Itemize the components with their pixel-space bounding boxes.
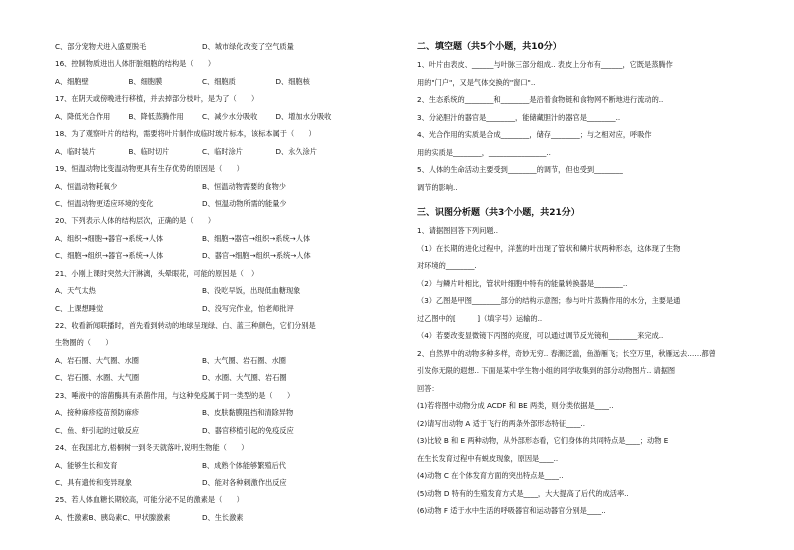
option-text: A、恒温动物耗氧少 xyxy=(55,181,118,191)
option-text: B、没吃早饭，出现低血糖现象 xyxy=(202,286,301,296)
right-column xyxy=(417,38,757,520)
option-row xyxy=(55,422,385,439)
option-row xyxy=(55,282,385,299)
question-line: 19、恒温动物比变温动物更具有生存优势的原因是（ ） xyxy=(55,164,244,174)
option-row xyxy=(55,247,385,264)
question-line: (4)动物 C 在个体发育方面的突出特点是____.. xyxy=(417,471,564,480)
question-line: （2）与鳞片叶相比，管状叶细胞中特有的能量转换器是________.. xyxy=(417,278,628,288)
option-text: A、降低光合作用 xyxy=(55,111,111,121)
option-text: D、城市绿化改变了空气质量 xyxy=(202,42,294,51)
option-row xyxy=(55,73,385,90)
option-text: D、没写完作业，怕老师批评 xyxy=(202,303,294,313)
section-title: 二、填空题（共5个小题，共10分） xyxy=(417,42,562,52)
option-text: B、恒温动物需要的食物少 xyxy=(202,181,286,191)
question-line: 24、在我国北方,梧桐树一到冬天就落叶,说明生物能（ ） xyxy=(55,443,249,453)
question-line: （4）若要改变显微镜下丙图的亮度，可以通过调节反光镜和________来完成.. xyxy=(417,331,664,340)
question-line: 20、下列表示人体的结构层次，正确的是（ ） xyxy=(55,216,216,226)
option-text: D、恒温动物所需的能量少 xyxy=(202,198,287,208)
option-row xyxy=(55,230,385,247)
option-text: C、部分宠物犬进入盛夏脱毛 xyxy=(55,42,147,51)
question-line: (6)动物 F 适于水中生活的呼吸器官和运动器官分别是____.. xyxy=(417,506,606,515)
option-text: A、性激素B、胰岛素C、甲状腺激素 xyxy=(55,512,171,522)
option-text: B、成熟个体能够繁殖后代 xyxy=(202,460,286,470)
question-line: 5、人体的生命活动主要受到________的调节，但也受到________ xyxy=(417,165,623,174)
option-text: C、细胞质 xyxy=(202,76,236,86)
option-text: B、临时切片 xyxy=(128,146,170,156)
option-row xyxy=(55,143,385,160)
option-text: D、永久涂片 xyxy=(275,146,317,156)
option-row xyxy=(55,300,385,317)
question-line: 17、在阴天或傍晚进行移植，并去掉部分枝叶，是为了（ ） xyxy=(55,94,259,104)
question-line: 生物圈的（ ） xyxy=(55,338,113,348)
option-row xyxy=(55,178,385,195)
question-line: 22、收看新闻联播时，首先看到转动的地球呈现绿、白、蓝三种颜色，它们分别是 xyxy=(55,321,316,330)
option-row xyxy=(55,404,385,421)
option-text: D、生长激素 xyxy=(202,512,244,522)
option-text: C、细胞→组织→器官→系统→人体 xyxy=(55,251,164,261)
option-row xyxy=(55,352,385,369)
question-line: 用的"门户"，又是气体交换的"窗口".. xyxy=(417,77,536,87)
section-title: 三、识图分析题（共3个小题，共21分） xyxy=(417,208,580,218)
question-line: 在生长发育过程中有蜕皮现象，原因是____.. xyxy=(417,453,559,463)
question-line: 2、自然界中的动物多种多样，奇妙无穷.. 春潮泛滥，鱼游雁飞；长空万里，秋雁远去……都曾 xyxy=(417,348,716,358)
question-line: (1)若将图中动物分成 ACDF 和 BE 两类，则分类依据是____.. xyxy=(417,401,614,410)
question-line: （3）乙图是甲图________部分的结构示意图；参与叶片蒸腾作用的水分，主要是通 xyxy=(417,296,681,305)
question-line: 1、请据图回答下列问题.. xyxy=(417,226,499,235)
option-text: D、能对各种刺激作出反应 xyxy=(202,477,287,487)
option-text: D、细胞核 xyxy=(275,76,310,86)
option-text: A、组织→细胞→器官→系统→人体 xyxy=(55,233,164,243)
question-line: 23、唾液中的溶菌酶具有杀菌作用，与这种免疫属于同一类型的是（ ） xyxy=(55,390,295,400)
option-text: D、水圈、大气圈、岩石圈 xyxy=(202,373,287,383)
question-line: 用的实质是________，________________.. xyxy=(417,147,551,157)
option-row xyxy=(55,474,385,491)
option-row xyxy=(55,369,385,386)
option-text: B、细胞→器官→组织→系统→人体 xyxy=(202,233,311,243)
option-row xyxy=(55,457,385,474)
question-line: 21、小刚上课时突然大汗淋漓，头晕眼花，可能的原因是（ ） xyxy=(55,268,259,278)
question-line: 4、光合作用的实质是合成________，储存________；与之相对应，呼吸作 xyxy=(417,130,652,139)
left-column xyxy=(55,38,385,526)
option-text: A、天气太热 xyxy=(55,286,96,296)
option-text: B、细胞膜 xyxy=(128,76,163,86)
option-row xyxy=(55,108,385,125)
question-line: （1）在长期的进化过程中，洋葱的叶出现了管状和鳞片状两种形态，这体现了生物 xyxy=(417,243,681,253)
option-row xyxy=(55,509,385,526)
question-line: (5)动物 D 特有的生殖发育方式是____，大大提高了后代的成活率.. xyxy=(417,488,629,498)
option-text: B、降低蒸腾作用 xyxy=(128,111,184,121)
option-text: C、减少水分吸收 xyxy=(202,111,258,121)
option-text: C、岩石圈、水圈、大气圈 xyxy=(55,373,140,383)
question-line: 引发你无限的遐想.. 下面是某中学生物小组的同学收集到的部分动物图片.. 请据图 xyxy=(417,366,676,375)
option-text: C、鱼、虾引起的过敏反应 xyxy=(55,425,140,435)
question-line: 16、控制物质进出人体肝脏细胞的结构是（ ） xyxy=(55,59,216,69)
question-line: (2)请写出动物 A 适于飞行的两条外部形态特征____.. xyxy=(417,418,585,428)
option-text: C、上课想睡觉 xyxy=(55,303,104,313)
question-line: 3、分泌胆汁的器官是________，能储藏胆汁的器官是________.. xyxy=(417,112,621,122)
question-line: 18、为了观察叶片的结构，需要将叶片制作成临时玻片标本，该标本属于（ ） xyxy=(55,129,316,139)
question-line: 过乙图中的[ ]（填字号）运输的.. xyxy=(417,313,543,323)
section-gap xyxy=(417,196,757,204)
option-text: D、器官移植引起的免疫反应 xyxy=(202,425,294,435)
option-text: D、增加水分吸收 xyxy=(275,111,332,121)
option-text: C、具有遗传和变异现象 xyxy=(55,477,132,487)
option-text: B、大气圈、岩石圈、水圈 xyxy=(202,355,286,365)
option-row xyxy=(55,38,385,55)
question-line: 1、叶片由表皮、______与叶脉三部分组成.. 表皮上分布有______，它既是蒸腾作 xyxy=(417,60,673,69)
option-text: A、接种麻疹疫苗预防麻疹 xyxy=(55,408,139,418)
question-line: 2、生态系统的________和________是沿着食物链和食物网不断地进行流动的.. xyxy=(417,95,664,104)
option-text: A、能够生长和发育 xyxy=(55,460,118,470)
question-line: 调节的影响.. xyxy=(417,182,458,192)
question-line: 25、若人体血糖长期较高，可能分泌不足的激素是（ ） xyxy=(55,495,244,505)
option-text: C、临时涂片 xyxy=(202,146,243,156)
option-text: A、岩石圈、大气圈、水圈 xyxy=(55,355,139,365)
option-text: A、细胞壁 xyxy=(55,76,89,86)
option-text: C、恒温动物更适应环境的变化 xyxy=(55,198,154,208)
question-line: 对环境的________. xyxy=(417,261,477,270)
option-text: B、皮肤黏膜阻挡和清除异物 xyxy=(202,408,294,418)
option-text: A、临时装片 xyxy=(55,146,96,156)
option-text: D、器官→细胞→组织→系统→人体 xyxy=(202,251,311,261)
option-row xyxy=(55,195,385,212)
question-line: (3)比较 B 和 E 两种动物，从外部形态看，它们身体的共同特点是____；动物 E xyxy=(417,436,669,445)
question-line: 回答： xyxy=(417,383,439,393)
